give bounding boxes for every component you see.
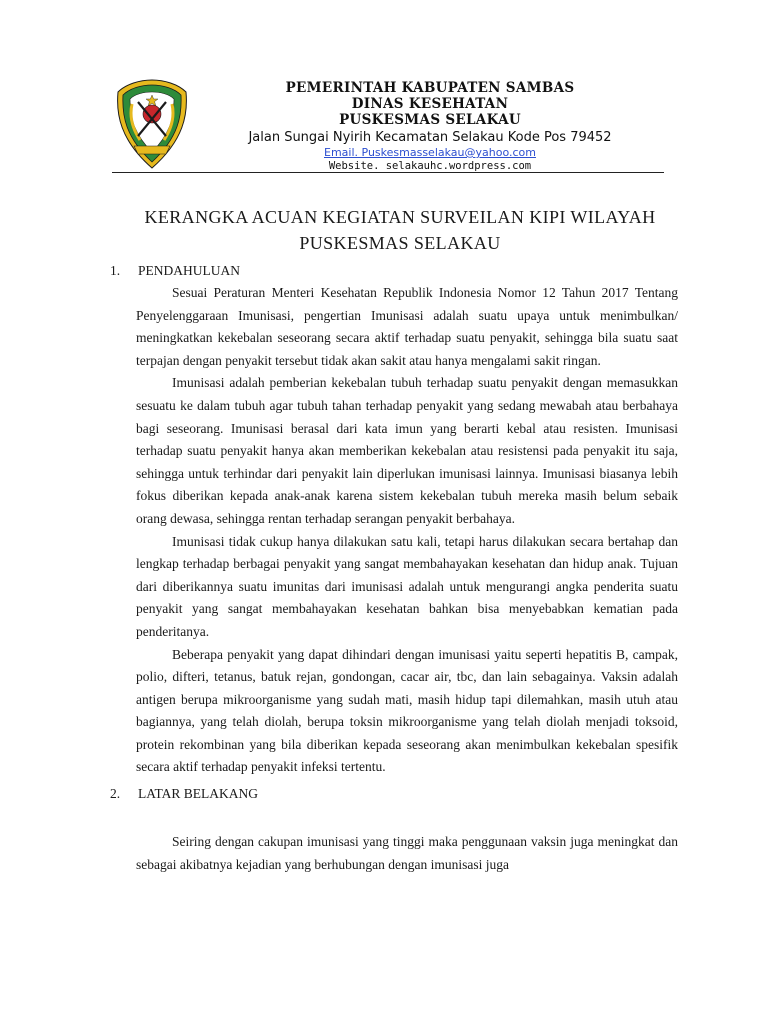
- section-title: PENDAHULUAN: [138, 263, 240, 278]
- document-body: [110, 260, 678, 876]
- letterhead-website: Website. selakauhc.wordpress.com: [328, 160, 532, 172]
- section-title: LATAR BELAKANG: [138, 786, 259, 802]
- letterhead-institution: PUSKESMAS SELAKAU: [339, 112, 521, 128]
- document-title-line-2: PUSKESMAS SELAKAU: [299, 233, 501, 253]
- sambas-regency-emblem-icon: [114, 78, 190, 170]
- section-number: 2.: [110, 786, 121, 802]
- letterhead-government: PEMERINTAH KABUPATEN SAMBAS: [285, 80, 575, 96]
- paragraph: Imunisasi adalah pemberian kekebalan tubuh terhadap suatu penyakit dengan memasukkan sesuatu ke dalam tubuh agar tubuh tahan terhadap penyakit yang sedang mewabah atau berbahaya bagi seseorang. Imunisasi berasal dari kata imun yang berarti kebal atau resisten. Imunisasi terhadap suatu penyakit hanya akan memberikan kekebalan atau resistensi pada penyakit itu saja, sehingga untuk terhindar dari penyakit lain diperlukan imunisasi lainnya. Imunisasi biasanya lebih fokus diberikan kepada anak-anak karena sistem kekebalan tubuh mereka masih belum sebaik orang dewasa, sehingga rentan terhadap serangan penyakit berbahaya.: [136, 375, 678, 526]
- paragraph: Seiring dengan cakupan imunisasi yang tinggi maka penggunaan vaksin juga meningkat dan sebagai akibatnya kejadian yang berhubungan dengan imunisasi juga: [136, 834, 678, 872]
- section-number: 1.: [110, 263, 121, 278]
- letterhead: [200, 80, 660, 173]
- letterhead-email-link[interactable]: Email. Puskesmasselakau@yahoo.com: [324, 146, 536, 159]
- letterhead-divider: [112, 172, 664, 173]
- paragraph: Sesuai Peraturan Menteri Kesehatan Republik Indonesia Nomor 12 Tahun 2017 Tentang Penyelenggaraan Imunisasi, pengertian Imunisasi adalah suatu upaya untuk menimbulkan/ meningkatkan kekebalan seseorang secara aktif terhadap suatu penyakit, sehingga bila suatu saat terpajan dengan penyakit tersebut tidak akan sakit atau hanya mengalami sakit ringan.: [136, 285, 678, 368]
- section-heading: [110, 783, 678, 805]
- letterhead-address: Jalan Sungai Nyirih Kecamatan Selakau Kode Pos 79452: [248, 130, 612, 145]
- section-heading: [110, 260, 678, 282]
- paragraph: Imunisasi tidak cukup hanya dilakukan satu kali, tetapi harus dilakukan secara bertahap dan lengkap terhadap berbagai penyakit yang sangat membahayakan kesehatan dan hidup anak. Tujuan dari diberikannya suatu imunitas dari imunisasi adalah untuk mengurangi angka penderita suatu penyakit yang sangat membahayakan kesehatan bahkan bisa menyebabkan kematian pada penderitanya.: [136, 533, 678, 639]
- paragraph: Beberapa penyakit yang dapat dihindari dengan imunisasi yaitu seperti hepatitis B, campak, polio, difteri, tetanus, batuk rejan, gondongan, cacar air, tbc, dan lain sebagainya. Vaksin adalah antigen berupa mikroorganisme yang sudah mati, masih hidup tapi dilemahkan, masih utuh atau bagiannya, yang telah diolah, berupa toksin mikroorganisme yang telah diolah menjadi toksoid, protein rekombinan yang bila diberikan kepada seseorang akan menimbulkan kekebalan spesifik secara aktif terhadap penyakit infeksi tertentu.: [136, 646, 678, 775]
- document-title: [90, 204, 710, 256]
- document-title-line-1: KERANGKA ACUAN KEGIATAN SURVEILAN KIPI WILAYAH: [144, 207, 656, 227]
- letterhead-department: DINAS KESEHATAN: [351, 96, 509, 112]
